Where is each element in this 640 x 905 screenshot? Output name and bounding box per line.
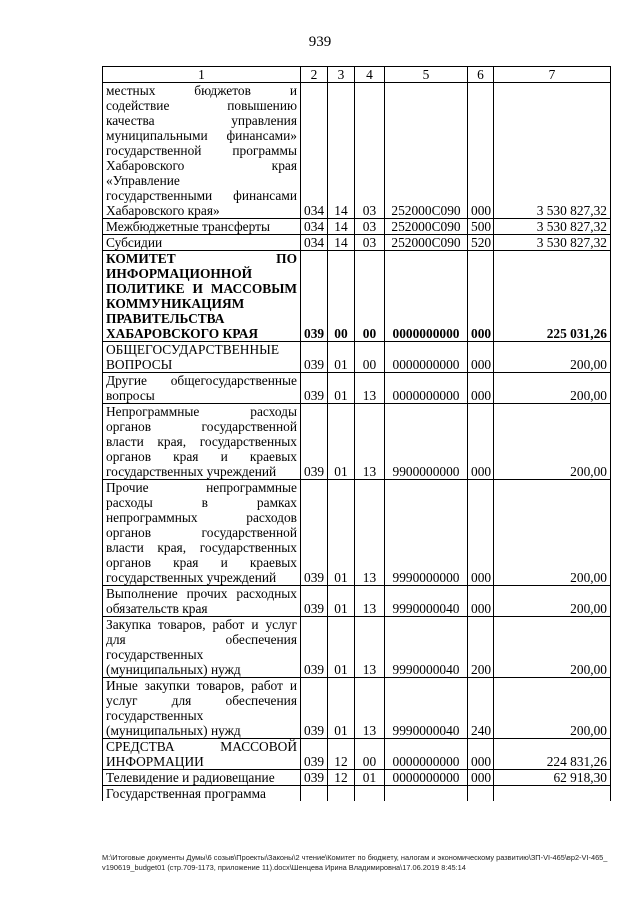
subsection-cell: 00 [355,739,385,770]
subsection-cell: 13 [355,678,385,739]
table-row [103,770,611,786]
target-article-cell: 0000000000 [385,770,468,786]
table-row [103,678,611,739]
expense-name-line: (муниципальных) нужд [106,662,241,677]
target-article-cell: 9990000040 [385,678,468,739]
grbs-cell: 039 [301,678,328,739]
expense-type-cell: 520 [468,235,494,251]
expense-name-cell [103,404,301,480]
expense-name-line: качества управления [106,113,297,128]
subsection-cell: 03 [355,235,385,251]
amount-cell: 3 530 827,32 [494,83,611,219]
table-row [103,219,611,235]
header-cell: 6 [468,67,494,83]
expense-name-line: Государственная программа [106,786,266,801]
expense-name-line: органов края и краевых [106,555,297,570]
expense-name-line: содействие повышению [106,98,297,113]
table-header-row [103,67,611,83]
target-article-cell: 9900000000 [385,404,468,480]
expense-name-line: «Управление [106,173,180,188]
page-number: 939 [308,34,332,50]
expense-name-line: (муниципальных) нужд [106,723,241,738]
expense-name-line: Прочие непрограммные [106,480,297,495]
expense-name-line: ВОПРОСЫ [106,357,173,372]
section-cell [328,786,355,802]
header-cell: 2 [301,67,328,83]
target-article-cell: 0000000000 [385,342,468,373]
expense-name-cell [103,786,301,802]
table-row [103,480,611,586]
table-row [103,342,611,373]
section-cell: 01 [328,617,355,678]
amount-cell: 225 031,26 [494,251,611,342]
expense-name-line: Выполнение прочих расходных [106,586,297,601]
amount-cell: 3 530 827,32 [494,235,611,251]
expense-name-cell [103,617,301,678]
table-row [103,586,611,617]
header-cell: 5 [385,67,468,83]
amount-cell: 200,00 [494,480,611,586]
grbs-cell: 039 [301,480,328,586]
section-cell: 00 [328,251,355,342]
section-cell: 01 [328,404,355,480]
expense-type-cell: 000 [468,480,494,586]
section-cell: 14 [328,235,355,251]
expense-name-cell [103,83,301,219]
subsection-cell: 13 [355,480,385,586]
amount-cell [494,786,611,802]
table-row [103,739,611,770]
expense-name-line: ХАБАРОВСКОГО КРАЯ [106,326,259,341]
amount-cell: 224 831,26 [494,739,611,770]
grbs-cell: 039 [301,342,328,373]
expense-name-line: государственных [106,708,204,723]
expense-name-cell [103,586,301,617]
table-row [103,404,611,480]
target-article-cell: 0000000000 [385,739,468,770]
subsection-cell: 01 [355,770,385,786]
expense-name-line: государственных учреждений [106,570,277,585]
table-row [103,786,611,802]
expense-name-line: услуг для обеспечения [106,693,297,708]
section-cell: 01 [328,586,355,617]
expense-type-cell: 000 [468,404,494,480]
amount-cell: 200,00 [494,617,611,678]
expense-name-line: органов государственной [106,419,297,434]
section-cell: 14 [328,83,355,219]
expense-name-cell [103,678,301,739]
expense-name-line: государственных учреждений [106,464,277,479]
section-cell: 12 [328,739,355,770]
expense-name-line: обязательств края [106,601,208,616]
amount-cell: 3 530 827,32 [494,219,611,235]
amount-cell: 200,00 [494,678,611,739]
grbs-cell: 039 [301,586,328,617]
expense-name-line: КОМИТЕТ ПО [106,251,297,266]
subsection-cell: 00 [355,251,385,342]
expense-type-cell: 000 [468,739,494,770]
subsection-cell: 13 [355,373,385,404]
grbs-cell: 034 [301,235,328,251]
expense-name-line: для обеспечения [106,632,297,647]
expense-type-cell: 500 [468,219,494,235]
section-cell: 01 [328,480,355,586]
amount-cell: 200,00 [494,404,611,480]
subsection-cell: 13 [355,617,385,678]
expense-name-line: Непрограммные расходы [106,404,297,419]
expense-name-cell [103,739,301,770]
table-row [103,235,611,251]
table-row [103,617,611,678]
expense-type-cell: 000 [468,770,494,786]
subsection-cell [355,786,385,802]
header-cell: 4 [355,67,385,83]
expense-name-cell [103,480,301,586]
expense-name-line: органов края и краевых [106,449,297,464]
target-article-cell: 9990000040 [385,586,468,617]
amount-cell: 200,00 [494,342,611,373]
grbs-cell: 039 [301,251,328,342]
target-article-cell: 252000С090 [385,83,468,219]
expense-type-cell: 000 [468,342,494,373]
expense-type-cell [468,786,494,802]
grbs-cell: 039 [301,617,328,678]
grbs-cell: 039 [301,739,328,770]
expense-name-line: государственных [106,647,204,662]
expense-type-cell: 000 [468,586,494,617]
target-article-cell: 0000000000 [385,251,468,342]
header-cell: 1 [103,67,301,83]
expense-name-line: органов государственной [106,525,297,540]
amount-cell: 200,00 [494,586,611,617]
expense-name-line: КОММУНИКАЦИЯМ [106,296,245,311]
expense-name-cell [103,251,301,342]
expense-name-line: государственной программы [106,143,297,158]
grbs-cell: 039 [301,770,328,786]
expense-name-line: ПОЛИТИКЕ И МАССОВЫМ [106,281,297,296]
grbs-cell: 039 [301,373,328,404]
expense-name-cell [103,235,301,251]
expense-name-cell [103,342,301,373]
expense-name-line: ОБЩЕГОСУДАРСТВЕННЫЕ [106,342,280,357]
amount-cell: 62 918,30 [494,770,611,786]
expense-name-line: Межбюджетные трансферты [106,219,270,234]
target-article-cell: 0000000000 [385,373,468,404]
table-row [103,83,611,219]
expense-name-line: Телевидение и радиовещание [106,770,275,785]
expense-name-line: вопросы [106,388,155,403]
expense-name-line: СРЕДСТВА МАССОВОЙ [106,739,297,754]
expense-name-line: непрограммных расходов [106,510,297,525]
expense-name-cell [103,770,301,786]
expense-type-cell: 000 [468,83,494,219]
grbs-cell: 034 [301,219,328,235]
grbs-cell [301,786,328,802]
file-path-footer: M:\Итоговые документы Думы\6 созыв\Проекты\Законы\2 чтение\Комитет по бюджету, налогам и экономическому развитию\ЗП-VI-465\вр2-VI-465_v190619_budget01 (стр.709-1173, приложение 11).docx\Шенцева Ирина Владимировна\17.06.2019 8:45:14 [102,853,608,872]
expense-name-line: Закупка товаров, работ и услуг [106,617,297,632]
expense-name-cell [103,373,301,404]
subsection-cell: 03 [355,219,385,235]
grbs-cell: 034 [301,83,328,219]
amount-cell: 200,00 [494,373,611,404]
budget-table [102,66,611,801]
table-row [103,373,611,404]
subsection-cell: 13 [355,404,385,480]
expense-name-line: Иные закупки товаров, работ и [106,678,297,693]
expense-name-cell [103,219,301,235]
expense-name-line: муниципальными финансами» [106,128,297,143]
header-cell: 7 [494,67,611,83]
target-article-cell: 252000С090 [385,219,468,235]
header-cell: 3 [328,67,355,83]
expense-name-line: власти края, государственных [106,434,297,449]
expense-type-cell: 000 [468,373,494,404]
expense-name-line: расходы в рамках [106,495,297,510]
target-article-cell: 9990000000 [385,480,468,586]
expense-type-cell: 200 [468,617,494,678]
expense-name-line: ПРАВИТЕЛЬСТВА [106,311,225,326]
grbs-cell: 039 [301,404,328,480]
target-article-cell [385,786,468,802]
expense-name-line: государственными финансами [106,188,297,203]
target-article-cell: 9990000040 [385,617,468,678]
subsection-cell: 00 [355,342,385,373]
expense-type-cell: 000 [468,251,494,342]
expense-name-line: местных бюджетов и [106,83,297,98]
section-cell: 01 [328,342,355,373]
target-article-cell: 252000С090 [385,235,468,251]
expense-name-line: Другие общегосударственные [106,373,297,388]
table-row [103,251,611,342]
section-cell: 01 [328,373,355,404]
expense-name-line: ИНФОРМАЦИОННОЙ [106,266,253,281]
expense-name-line: Хабаровского края» [106,203,220,218]
expense-name-line: Субсидии [106,235,163,250]
section-cell: 01 [328,678,355,739]
subsection-cell: 03 [355,83,385,219]
subsection-cell: 13 [355,586,385,617]
expense-name-line: Хабаровского края [106,158,297,173]
expense-name-line: власти края, государственных [106,540,297,555]
expense-name-line: ИНФОРМАЦИИ [106,754,204,769]
section-cell: 12 [328,770,355,786]
expense-type-cell: 240 [468,678,494,739]
section-cell: 14 [328,219,355,235]
